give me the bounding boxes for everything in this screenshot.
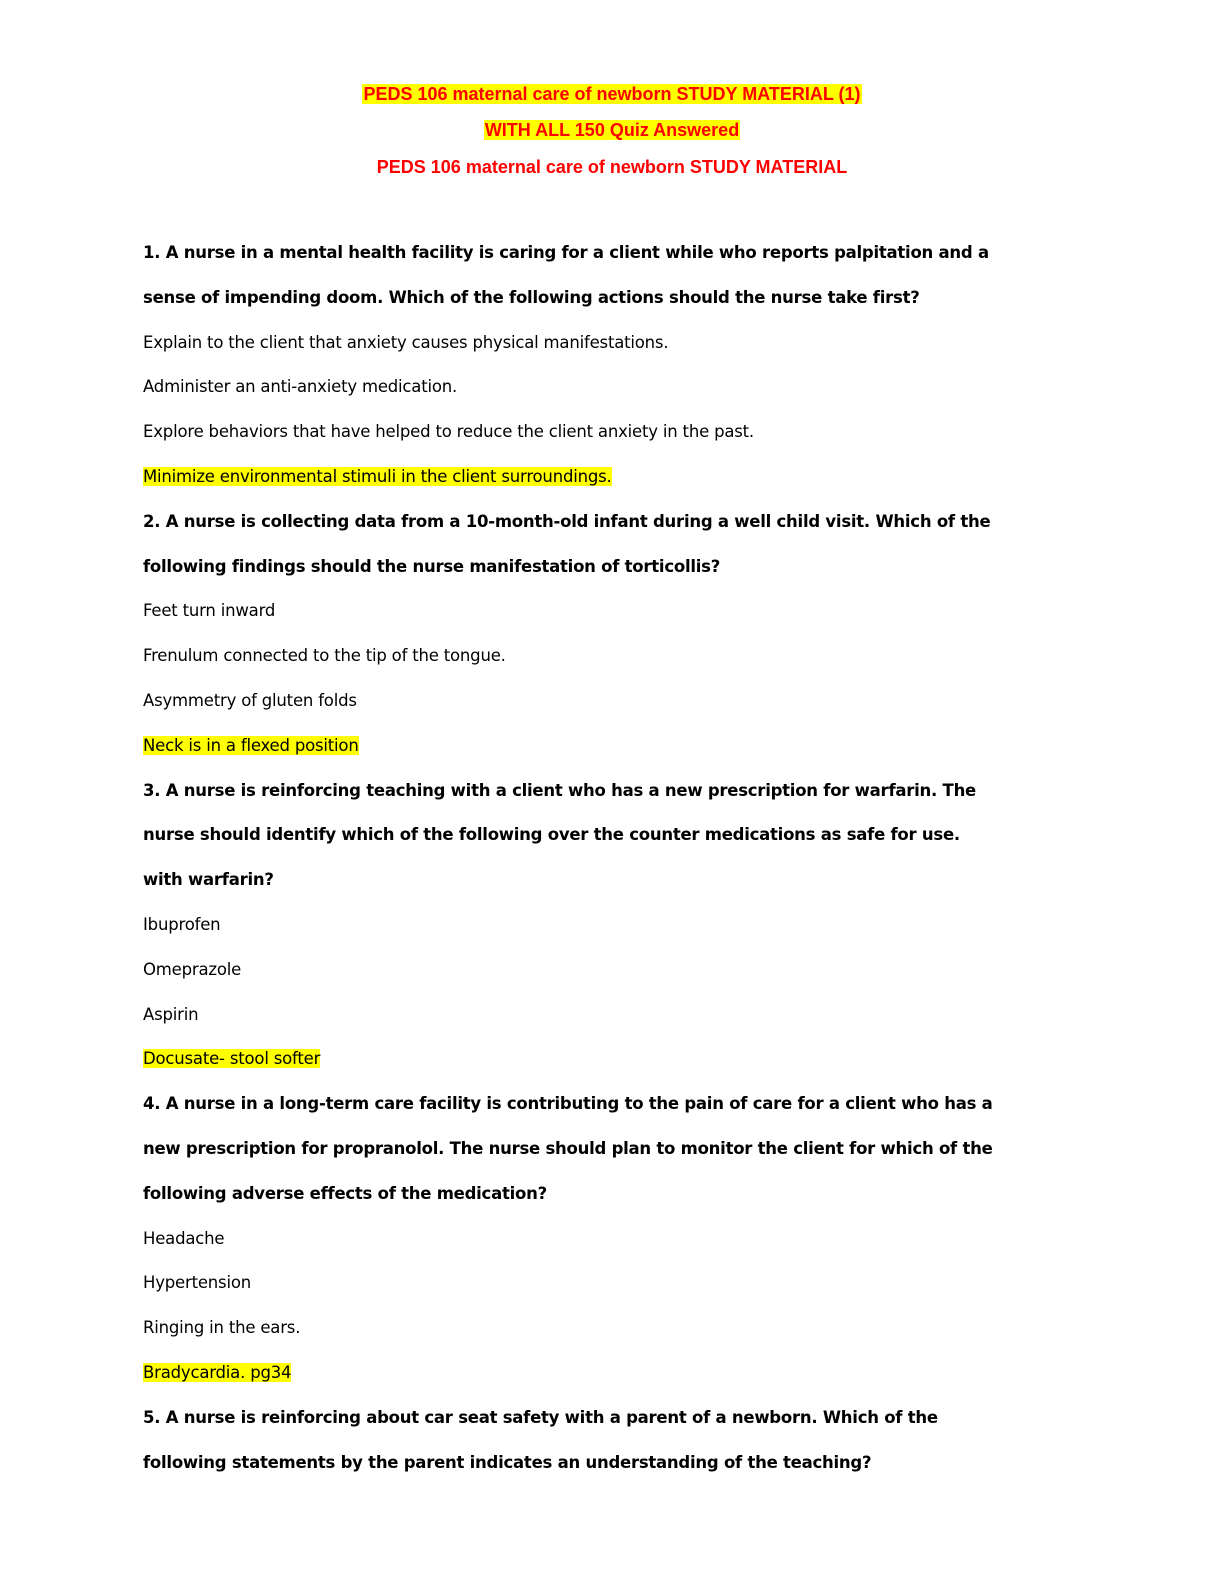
question-4-option-3: Ringing in the ears.	[143, 1318, 301, 1338]
question-1-option-1: Explain to the client that anxiety causes physical manifestations.	[143, 332, 669, 352]
question-1-line-2: sense of impending doom. Which of the following actions should the nurse take first?	[143, 287, 920, 307]
answer-highlight: Bradycardia. pg34	[143, 1362, 292, 1382]
question-2-answer	[143, 731, 1023, 776]
question-1-option-2: Administer an anti-anxiety medication.	[143, 377, 458, 397]
question-2-line-1: 2. A nurse is collecting data from a 10-month-old infant during a well child visit. Which of the	[143, 511, 991, 531]
question-1-line-1: 1. A nurse in a mental health facility is caring for a client while who reports palpitation and a	[143, 243, 989, 262]
question-2-option-2: Frenulum connected to the tip of the tongue.	[143, 646, 506, 666]
question-4-option-1: Headache	[143, 1228, 225, 1248]
question-4-line-3: following adverse effects of the medication?	[143, 1183, 547, 1203]
question-4-line-1: 4. A nurse in a long-term care facility is contributing to the pain of care for a client who has a	[143, 1094, 993, 1114]
question-4-answer	[143, 1358, 1023, 1403]
question-1-option-3: Explore behaviors that have helped to reduce the client anxiety in the past.	[143, 422, 754, 442]
question-4-option-2: Hypertension	[143, 1273, 251, 1293]
document-title-line-2: WITH ALL 150 Quiz Answered	[484, 120, 740, 140]
document-subtitle: PEDS 106 maternal care of newborn STUDY MATERIAL	[376, 157, 848, 177]
question-2-option-1: Feet turn inward	[143, 601, 276, 621]
question-1-answer	[143, 462, 1023, 507]
question-5-line-2: following statements by the parent indicates an understanding of the teaching?	[143, 1452, 872, 1472]
question-2-line-2: following findings should the nurse manifestation of torticollis?	[143, 556, 721, 576]
document-title-block	[0, 76, 1224, 185]
document-title-line-1: PEDS 106 maternal care of newborn STUDY MATERIAL (1)	[363, 84, 861, 104]
question-3-option-3: Aspirin	[143, 1004, 199, 1024]
answer-highlight: Minimize environmental stimuli in the client surroundings.	[143, 466, 612, 486]
question-3-line-1: 3. A nurse is reinforcing teaching with a client who has a new prescription for warfarin. The	[143, 780, 977, 800]
question-3-answer	[143, 1044, 1023, 1089]
question-4-line-2: new prescription for propranolol. The nurse should plan to monitor the client for which of the	[143, 1138, 993, 1158]
quiz-content	[143, 238, 1023, 1492]
question-5-line-1: 5. A nurse is reinforcing about car seat safety with a parent of a newborn. Which of the	[143, 1407, 938, 1427]
question-3-line-3: with warfarin?	[143, 870, 274, 890]
question-3-line-2: nurse should identify which of the following over the counter medications as safe for use.	[143, 825, 960, 845]
question-3-option-1: Ibuprofen	[143, 914, 221, 934]
answer-highlight: Neck is in a flexed position	[143, 735, 359, 755]
answer-highlight: Docusate- stool softer	[143, 1049, 321, 1069]
question-2-option-3: Asymmetry of gluten folds	[143, 690, 357, 710]
question-3-option-2: Omeprazole	[143, 959, 242, 979]
